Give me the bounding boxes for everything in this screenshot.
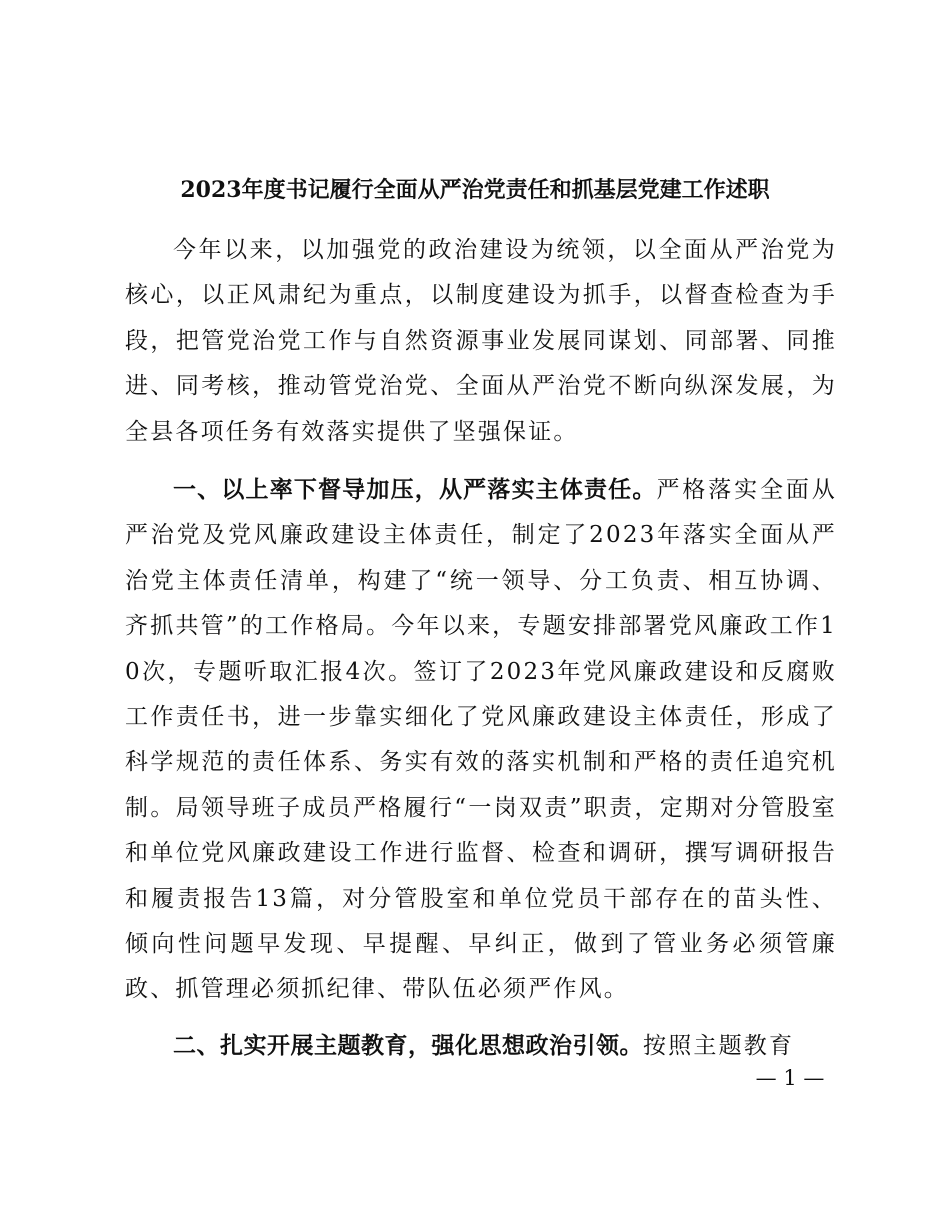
document-title: 2023年度书记履行全面从严治党责任和抓基层党建工作述职	[180, 177, 770, 203]
intro-paragraph: 今年以来，以加强党的政治建设为统领，以全面从严治党为核心，以正风肃纪为重点，以制度建设为抓手，以督查检查为手段，把管党治党工作与自然资源事业发展同谋划、同部署、同推进、同考核，推动管党治党、全面从严治党不断向纵深发展，为全县各项任务有效落实提供了坚强保证。	[125, 237, 837, 445]
section-2-heading: 二、扎实开展主题教育，强化思想政治引领。	[173, 1033, 643, 1059]
page-number: — 1 —	[755, 1066, 825, 1090]
section-2-paragraph	[125, 1024, 837, 1069]
section-1-paragraph	[125, 468, 837, 1013]
section-2-body: 按照主题教育	[643, 1033, 795, 1059]
section-1-heading: 一、以上率下督导加压，从严落实主体责任。	[173, 477, 657, 503]
section-1-body: 严格落实全面从严治党及党风廉政建设主体责任，制定了2023年落实全面从严治党主体责任清单，构建了“统一领导、分工负责、相互协调、齐抓共管”的工作格局。今年以来，专题安排部署党风廉政工作10次，专题听取汇报4次。签订了2023年党风廉政建设和反腐败工作责任书，进一步靠实细化了党风廉政建设主体责任，形成了科学规范的责任体系、务实有效的落实机制和严格的责任追究机制。局领导班子成员严格履行“一岗双责”职责，定期对分管股室和单位党风廉政建设工作进行监督、检查和调研，撰写调研报告和履责报告13篇，对分管股室和单位党员干部存在的苗头性、倾向性问题早发现、早提醒、早纠正，做到了管业务必须管廉政、抓管理必须抓纪律、带队伍必须严作风。	[125, 477, 838, 1003]
